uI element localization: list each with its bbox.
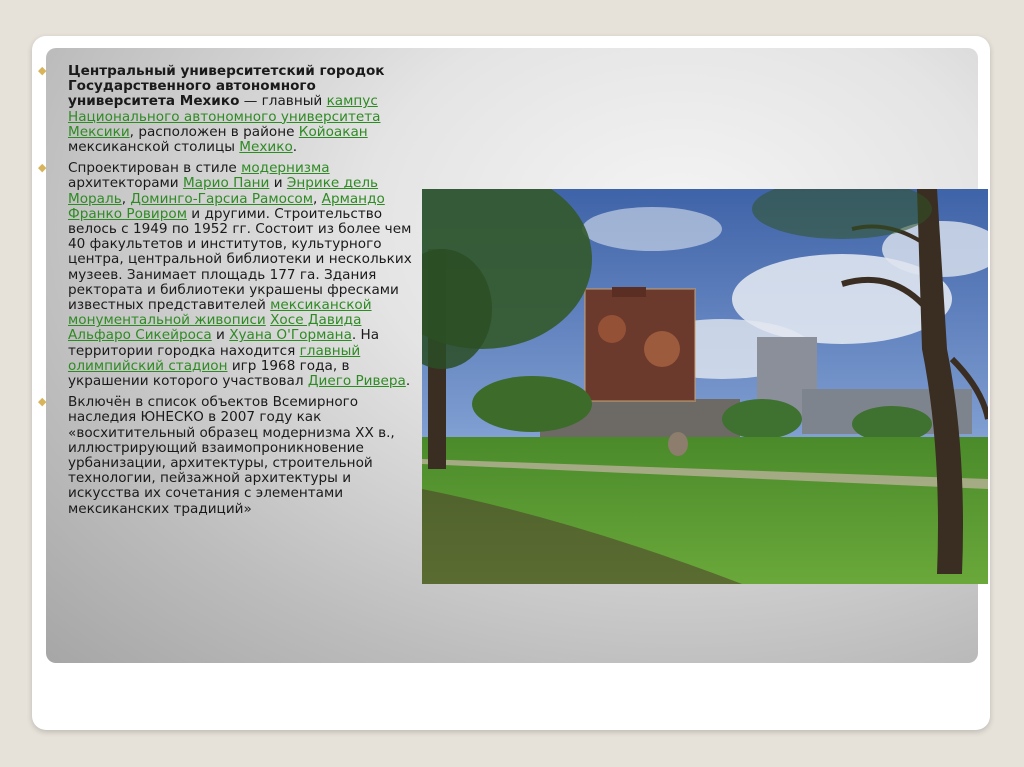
campus-photo-illustration (422, 189, 988, 584)
link-unam[interactable]: Национального автономного университета Мексики (68, 108, 381, 140)
sculpture (668, 432, 688, 456)
text-column (38, 63, 418, 523)
bullet-icon: ◆ (38, 64, 47, 77)
bullet-3 (38, 394, 418, 517)
bullet-1 (38, 63, 418, 156)
link-domingo-garcia-ramos[interactable]: Доминго-Гарсиа Рамосом (130, 190, 314, 207)
text-run: , расположен в районе (129, 123, 299, 140)
link-modernism[interactable]: модернизма (241, 160, 330, 177)
text-run: . (292, 139, 298, 156)
text-run: игр 1968 года, в украшении которого участвовал (68, 357, 350, 390)
link-campus[interactable]: кампус (326, 93, 378, 110)
text-run: , (121, 190, 131, 207)
text-run: , (313, 190, 322, 207)
link-ogorman[interactable]: Хуана О'Гормана (229, 327, 352, 344)
cloud (582, 207, 722, 251)
heading-text: Центральный университетский городок Государственного автономного университета Мехико (68, 63, 385, 110)
text-run: и (269, 175, 287, 192)
link-armando-franco-rovira[interactable]: Армандо Франко Ровиром (68, 190, 385, 222)
bullet-2 (38, 160, 418, 390)
background-trees (472, 376, 592, 432)
text-run: . На территории городка находится (68, 327, 380, 359)
link-enrique-del-moral[interactable]: Энрике дель Мораль (68, 175, 379, 207)
link-coyoacan[interactable]: Койоакан (298, 123, 368, 140)
text-run: архитекторами (68, 175, 183, 192)
link-diego-rivera[interactable]: Диего Ривера (307, 373, 406, 390)
bullet-icon: ◆ (38, 161, 47, 175)
link-olympic-stadium[interactable]: главный олимпийский стадион (68, 342, 361, 374)
link-siqueiros[interactable]: Хосе Давида Альфаро Сикейроса (68, 312, 362, 344)
text-run: Включён в список объектов Всемирного наследия ЮНЕСКО в 2007 году как «восхитительный образец модернизма XX в., иллюстрирующий взаимопроникновение урбанизации, архитектуры, строительной технологии, пейзажной архитектуры и искусства их сочетания с элементами мексиканских традиций» (68, 394, 395, 517)
text-run: Спроектирован в стиле (68, 160, 242, 177)
link-mexico-city[interactable]: Мехико (239, 139, 293, 156)
text-run: и (211, 327, 230, 344)
link-mario-pani[interactable]: Марио Пани (182, 175, 270, 192)
text-run: мексиканской столицы (68, 139, 240, 156)
campus-photo (422, 189, 988, 584)
bullet-icon: ◆ (38, 395, 47, 409)
text-run: и другими. Строительство велось с 1949 по 1952 гг. Состоит из более чем 40 факультетов и институтов, культурного центра, центральной библиотеки и нескольких музеев. Занимает площадь 177 га. Здания ректората и библиотеки украшены фресками известных представителей (68, 205, 412, 314)
text-run: — главный (239, 93, 327, 110)
link-muralism[interactable]: мексиканской монументальной живописи (68, 297, 372, 329)
text-run: . (405, 373, 411, 390)
